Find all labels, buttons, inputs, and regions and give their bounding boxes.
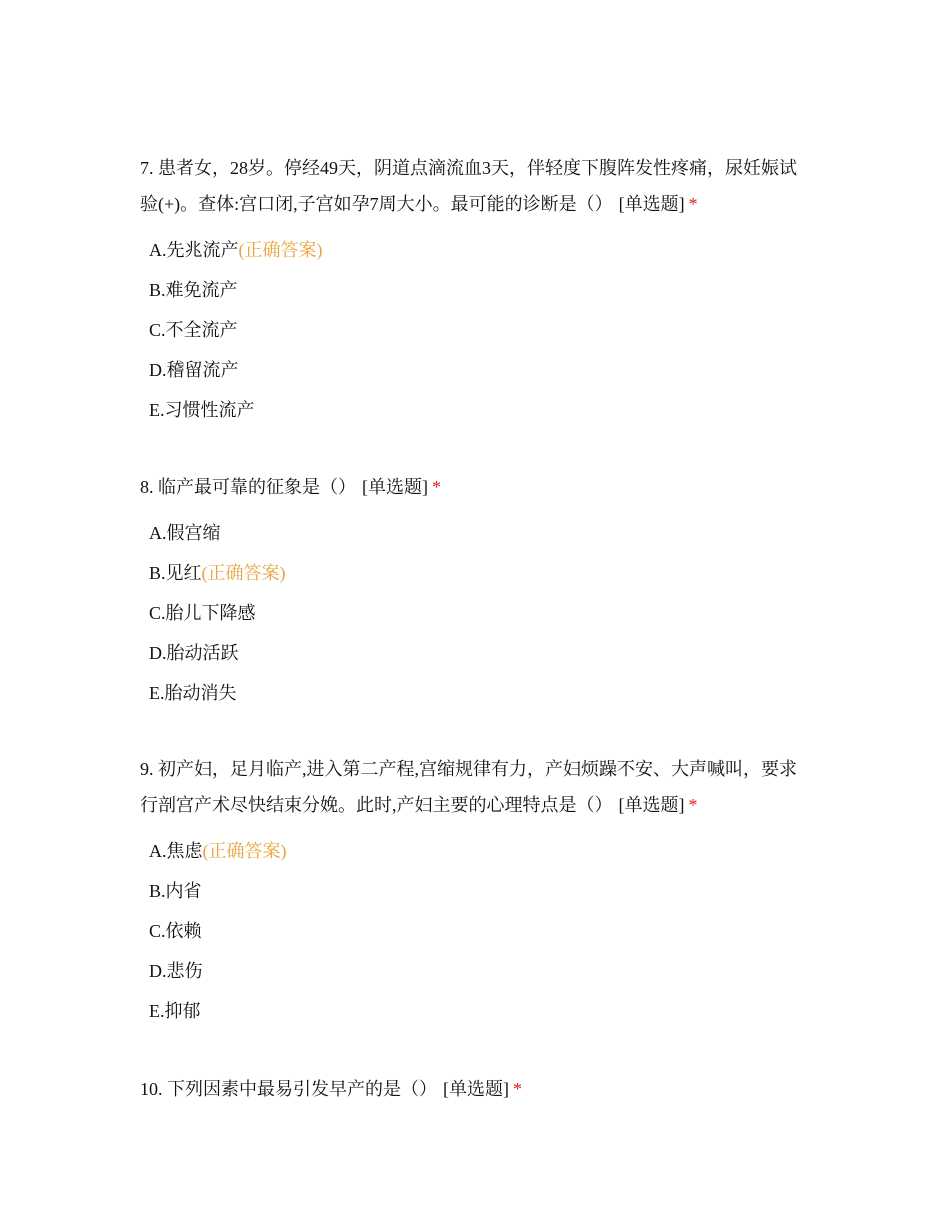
question-title	[140, 150, 810, 222]
option-d[interactable]	[149, 350, 810, 390]
option-label: C.依赖	[149, 921, 202, 941]
option-label: A.焦虑	[149, 841, 203, 861]
question-8	[140, 469, 810, 713]
required-mark: *	[688, 795, 698, 815]
question-number: 8.	[140, 477, 154, 497]
question-7	[140, 150, 810, 430]
required-mark: *	[513, 1079, 522, 1099]
option-label: C.不全流产	[149, 320, 238, 340]
question-text: 患者女，28岁。停经49天，阴道点滴流血3天，伴轻度下腹阵发性疼痛，尿妊娠试验(+)。查体:宫口闭,子宫如孕7周大小。最可能的诊断是（）	[140, 158, 797, 214]
option-b[interactable]	[149, 871, 810, 911]
question-type: [单选题]	[618, 795, 685, 815]
question-title	[140, 751, 810, 823]
question-title	[140, 469, 810, 505]
correct-answer-tag: (正确答案)	[202, 841, 287, 861]
option-b[interactable]	[149, 270, 810, 310]
option-list	[149, 230, 810, 430]
question-text: 临产最可靠的征象是（）	[158, 477, 356, 497]
question-type: [单选题]	[362, 477, 428, 497]
option-d[interactable]	[149, 951, 810, 991]
option-a[interactable]	[149, 230, 810, 270]
option-label: E.抑郁	[149, 1001, 201, 1021]
question-10	[140, 1071, 810, 1107]
option-a[interactable]	[149, 831, 810, 871]
option-label: D.稽留流产	[149, 360, 239, 380]
question-text: 下列因素中最易引发早产的是（）	[167, 1079, 437, 1099]
option-c[interactable]	[149, 593, 810, 633]
option-label: D.胎动活跃	[149, 643, 239, 663]
question-type: [单选题]	[618, 194, 685, 214]
required-mark: *	[688, 194, 698, 214]
option-a[interactable]	[149, 513, 810, 553]
question-number: 9.	[140, 759, 154, 779]
option-label: B.难免流产	[149, 280, 238, 300]
question-number: 7.	[140, 158, 154, 178]
option-label: B.见红	[149, 563, 202, 583]
option-d[interactable]	[149, 633, 810, 673]
option-list	[149, 831, 810, 1031]
option-label: A.先兆流产	[149, 240, 239, 260]
required-mark: *	[432, 477, 441, 497]
question-9	[140, 751, 810, 1031]
question-number: 10.	[140, 1079, 163, 1099]
option-b[interactable]	[149, 553, 810, 593]
correct-answer-tag: (正确答案)	[201, 563, 286, 583]
option-list	[149, 513, 810, 713]
correct-answer-tag: (正确答案)	[238, 240, 323, 260]
option-label: D.悲伤	[149, 961, 203, 981]
option-e[interactable]	[149, 673, 810, 713]
option-label: B.内省	[149, 881, 202, 901]
option-e[interactable]	[149, 390, 810, 430]
option-label: C.胎儿下降感	[149, 603, 256, 623]
option-label: E.胎动消失	[149, 683, 237, 703]
option-c[interactable]	[149, 911, 810, 951]
option-c[interactable]	[149, 310, 810, 350]
question-type: [单选题]	[443, 1079, 509, 1099]
option-label: E.习惯性流产	[149, 400, 255, 420]
option-label: A.假宫缩	[149, 523, 221, 543]
question-title	[140, 1071, 810, 1107]
option-e[interactable]	[149, 991, 810, 1031]
question-text: 初产妇，足月临产,进入第二产程,宫缩规律有力，产妇烦躁不安、大声喊叫，要求行剖宫产术尽快结束分娩。此时,产妇主要的心理特点是（）	[140, 759, 797, 815]
